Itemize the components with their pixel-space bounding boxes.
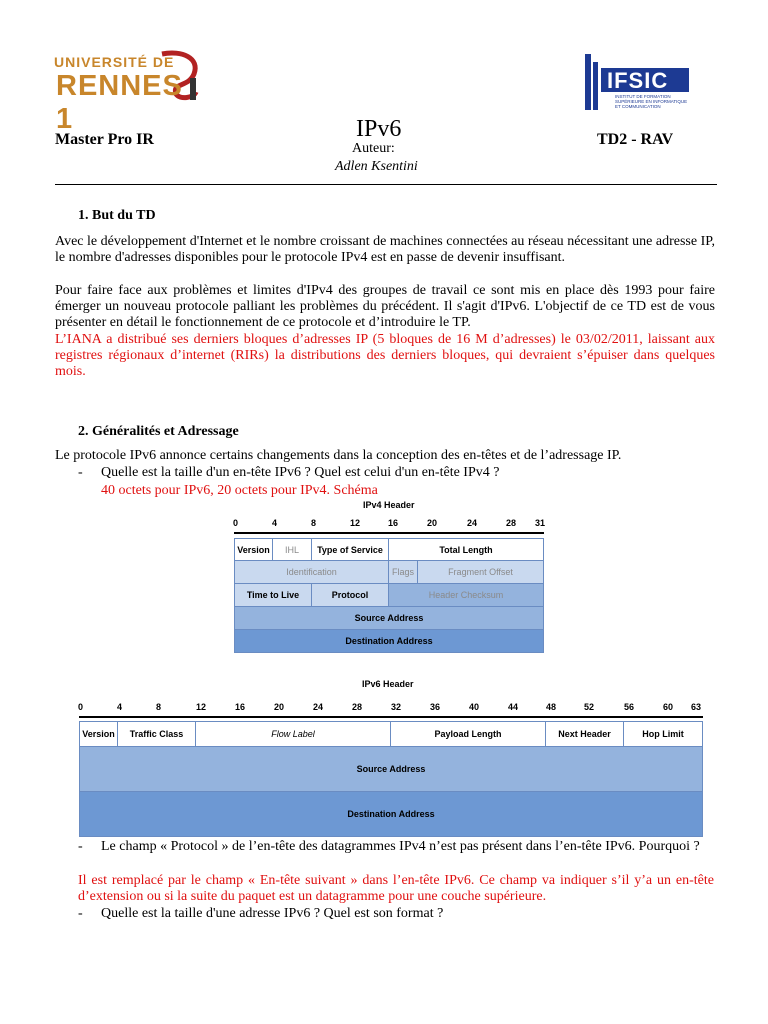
ipv4-bit-28: 28 (506, 518, 517, 528)
ipv6-bit-60: 60 (663, 702, 674, 712)
ipv6-traffic-class: Traffic Class (118, 721, 196, 747)
bullet-dash-1: - (78, 465, 83, 480)
section1-heading: 1. But du TD (78, 208, 156, 223)
ipv6-bit-0: 0 (78, 702, 84, 712)
ipv6-bit-63: 63 (691, 702, 702, 712)
ipv6-payload-length: Payload Length (391, 721, 546, 747)
question-3: Quelle est la taille d'une adresse IPv6 ? Quel est son format ? (101, 906, 444, 921)
td-label: TD2 - RAV (597, 131, 674, 148)
ipv4-bit-24: 24 (467, 518, 478, 528)
ipv6-bit-40: 40 (469, 702, 480, 712)
ipv4-bit-12: 12 (350, 518, 361, 528)
question-1: Quelle est la taille d'un en-tête IPv6 ? Quel est celui d'un en-tête IPv4 ? (101, 465, 500, 480)
ipv4-header-diagram (226, 518, 551, 658)
ipv4-ihl: IHL (273, 538, 312, 561)
ipv4-version: Version (234, 538, 273, 561)
ipv4-bit-31: 31 (535, 518, 546, 528)
ipv4-protocol: Protocol (312, 584, 389, 607)
ipv6-bit-36: 36 (430, 702, 441, 712)
ipv4-identification: Identification (234, 561, 389, 584)
ipv6-bit-44: 44 (508, 702, 519, 712)
universite-rennes-logo (54, 48, 202, 135)
ipv6-source-address: Source Address (79, 747, 703, 792)
ipv6-bit-ruler (79, 706, 703, 718)
section1-red-note: L’IANA a distribué ses derniers bloques d’adresses IP (5 bloques de 16 M d’adresses) le 03/02/2011, laissant aux registres régionaux d’internet (RIRs) la distributions des derniers bloques, qui devraient s’épuiser dans quelques mois. (55, 332, 715, 379)
section2-intro: Le protocole IPv6 annonce certains changements dans la conception des en-têtes et de l’adressage IP. (55, 448, 622, 463)
document-title: IPv6 (356, 116, 402, 142)
ipv6-bit-8: 8 (156, 702, 162, 712)
section1-para2: Pour faire face aux problèmes et limites d'IPv4 des groupes de travail ce sont mis en place dès 1993 pour faire émerger un nouveau protocole palliant les problèmes du précédent. Il s'agit d'IPv6. L'objectif de ce TD est de vous présenter en détail le fonctionnement de ce protocole et d’introduire le TP. (55, 283, 715, 330)
ipv6-bit-16: 16 (235, 702, 246, 712)
ipv6-bit-32: 32 (391, 702, 402, 712)
logo-rennes-top-text: UNIVERSITÉ DE (54, 54, 175, 70)
ipv6-bit-28: 28 (352, 702, 363, 712)
author-label: Auteur: (352, 141, 395, 156)
ipv4-time-to-live: Time to Live (234, 584, 312, 607)
ipv6-header-title: IPv6 Header (362, 679, 414, 689)
ipv4-bit-8: 8 (311, 518, 317, 528)
course-label: Master Pro IR (55, 131, 154, 148)
ipv6-bit-4: 4 (117, 702, 123, 712)
ipv6-destination-address: Destination Address (79, 792, 703, 837)
ipv4-header-checksum: Header Checksum (389, 584, 544, 607)
section2-heading: 2. Généralités et Adressage (78, 424, 239, 439)
answer-1: 40 octets pour IPv6, 20 octets pour IPv4. Schéma (101, 483, 378, 498)
ipv4-bit-16: 16 (388, 518, 399, 528)
ipv4-bit-0: 0 (233, 518, 239, 528)
question-2: Le champ « Protocol » de l’en-tête des datagrammes IPv4 n’est pas présent dans l’en-tête IPv6. Pourquoi ? (101, 839, 700, 854)
ipv4-bit-20: 20 (427, 518, 438, 528)
author-name: Adlen Ksentini (335, 159, 418, 174)
ipv4-source-address: Source Address (234, 607, 544, 630)
ipv6-bit-20: 20 (274, 702, 285, 712)
ipv6-bit-24: 24 (313, 702, 324, 712)
answer-2: Il est remplacé par le champ « En-tête suivant » dans l’en-tête IPv6. Ce champ va indiquer s’il y’a un en-tête d’extension ou si la suite du paquet est un datagramme pour une couche supérieure. (78, 873, 714, 904)
ipv4-bit-ruler (234, 522, 544, 534)
ipv4-flags: Flags (389, 561, 418, 584)
ifsic-name: IFSIC (607, 68, 669, 93)
ipv6-next-header: Next Header (546, 721, 624, 747)
bullet-dash-3: - (78, 906, 83, 921)
ipv4-fragment-offset: Fragment Offset (418, 561, 544, 584)
logo-rennes-bottom-text: RENNES 1 (56, 70, 183, 135)
ipv4-header-title: IPv4 Header (363, 500, 415, 510)
ipv4-type-of-service: Type of Service (312, 538, 389, 561)
section1-para1: Avec le développement d'Internet et le nombre croissant de machines connectées au réseau nécessitant une adresse IP, le nombre d'adresses disponibles pour le protocole IPv4 est en passe de devenir insuffisant. (55, 234, 715, 265)
ipv4-bit-4: 4 (272, 518, 278, 528)
ipv6-bit-52: 52 (584, 702, 595, 712)
ifsic-logo (585, 50, 691, 116)
ipv6-bit-48: 48 (546, 702, 557, 712)
header-rule (55, 184, 717, 185)
ipv6-bit-12: 12 (196, 702, 207, 712)
ipv4-destination-address: Destination Address (234, 630, 544, 653)
ipv6-bit-56: 56 (624, 702, 635, 712)
bullet-dash-2: - (78, 839, 83, 854)
ipv6-flow-label: Flow Label (196, 721, 391, 747)
ipv6-header-diagram (72, 702, 712, 840)
ipv4-total-length: Total Length (389, 538, 544, 561)
ipv6-hop-limit: Hop Limit (624, 721, 703, 747)
ifsic-subtitle: INSTITUT DE FORMATION SUPÉRIEURE EN INFORMATIQUE ET COMMUNICATION (615, 94, 688, 109)
ipv6-version: Version (79, 721, 118, 747)
